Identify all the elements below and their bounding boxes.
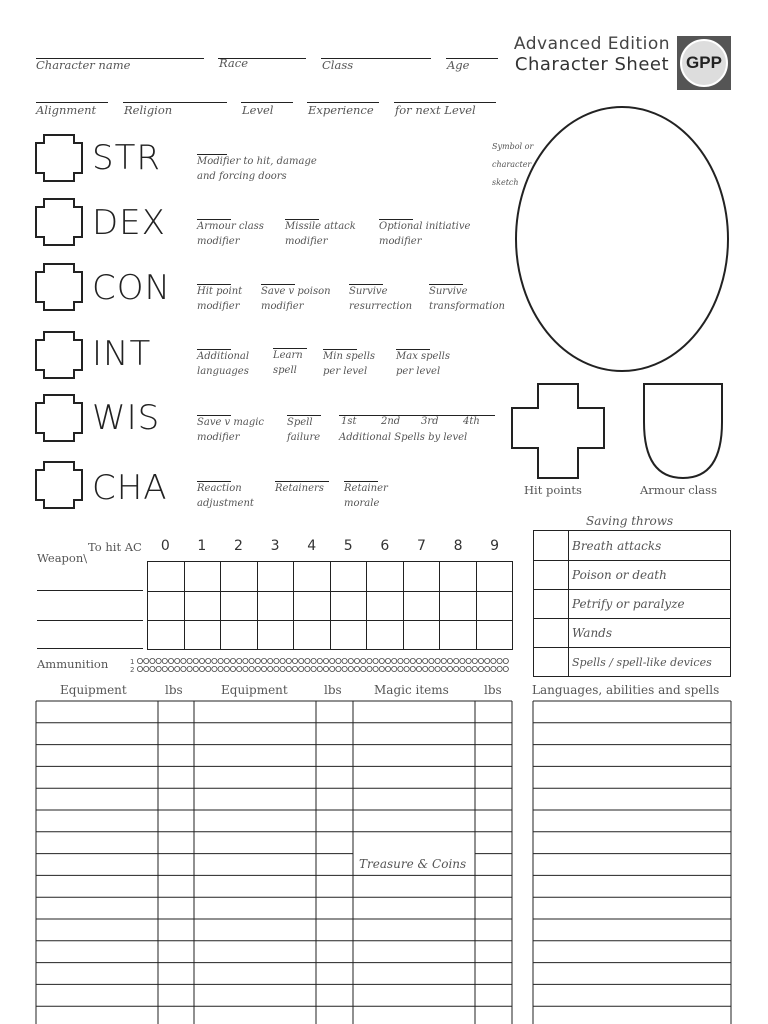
ammo-row-1: 1 xyxy=(130,658,135,666)
race-label: Race xyxy=(219,56,249,70)
con-poison-label: Save v poison modifier xyxy=(261,286,331,312)
int-learn-label: Learn spell xyxy=(273,350,303,376)
equipment-header-2: Equipment xyxy=(221,683,288,697)
con-box[interactable] xyxy=(36,264,82,310)
treasure-label: Treasure & Coins xyxy=(359,857,467,871)
languages-grid[interactable] xyxy=(532,700,733,1024)
ammo-row-numbers xyxy=(130,658,134,674)
weapon-name-line-2[interactable] xyxy=(37,620,143,621)
saving-throws-title: Saving throws xyxy=(586,514,674,528)
stat-wis: WIS xyxy=(92,398,161,438)
save-breath-label: Breath attacks xyxy=(569,531,731,561)
int-max-label: Max spells per level xyxy=(396,351,450,377)
ac-header-row xyxy=(147,538,513,558)
ac-9: 9 xyxy=(490,538,500,554)
str-modifier-label: Modifier to hit, damage and forcing doors xyxy=(197,156,317,182)
stat-str: STR xyxy=(92,138,161,178)
character-name-label: Character name xyxy=(36,58,131,72)
wis-save-label: Save v magic modifier xyxy=(197,417,265,443)
str-box[interactable] xyxy=(36,135,82,181)
equipment-header-1: Equipment xyxy=(60,683,127,697)
sheet-title xyxy=(512,34,672,75)
alignment-label: Alignment xyxy=(36,103,97,117)
hit-points-label: Hit points xyxy=(524,483,582,497)
save-petrify-label: Petrify or paralyze xyxy=(569,590,731,619)
save-wands-value[interactable] xyxy=(534,619,569,648)
cha-box[interactable] xyxy=(36,462,82,508)
wis-box[interactable] xyxy=(36,395,82,441)
save-wands-label: Wands xyxy=(569,619,731,648)
ac-4: 4 xyxy=(307,538,317,554)
dex-ac-label: Armour class modifier xyxy=(197,221,264,247)
ac-0: 0 xyxy=(160,538,170,554)
ac-7: 7 xyxy=(416,538,426,554)
wis-level-2: 2nd xyxy=(381,416,401,427)
armour-class-shield[interactable] xyxy=(642,382,726,482)
cha-reaction-label: Reaction adjustment xyxy=(197,483,254,509)
save-poison-value[interactable] xyxy=(534,561,569,590)
title-line-2: Character Sheet xyxy=(514,54,670,75)
save-breath-value[interactable] xyxy=(534,531,569,561)
title-line-1: Advanced Edition xyxy=(513,34,671,54)
age-label: Age xyxy=(447,58,470,72)
next-level-label: for next Level xyxy=(395,103,476,117)
stat-boxes xyxy=(30,130,95,520)
lbs-header-1: lbs xyxy=(165,683,183,697)
ac-8: 8 xyxy=(453,538,463,554)
save-petrify-value[interactable] xyxy=(534,590,569,619)
save-poison-label: Poison or death xyxy=(569,561,731,590)
religion-label: Religion xyxy=(124,103,173,117)
languages-header: Languages, abilities and spells xyxy=(532,683,720,697)
to-hit-ac-label: To hit AC xyxy=(88,540,142,554)
lbs-header-3: lbs xyxy=(484,683,502,697)
experience-label: Experience xyxy=(308,103,374,117)
weapon-name-line-3[interactable] xyxy=(37,648,143,649)
con-hp-label: Hit point modifier xyxy=(197,286,243,312)
to-hit-grid xyxy=(147,561,513,650)
ac-1: 1 xyxy=(197,538,207,554)
ac-2: 2 xyxy=(234,538,243,554)
saving-throws-table xyxy=(533,530,731,677)
stat-cha: CHA xyxy=(92,468,168,508)
con-trans-label: Survive transformation xyxy=(429,286,505,312)
cha-morale-label: Retainer morale xyxy=(344,483,388,509)
wis-fail-label: Spell failure xyxy=(287,417,321,443)
int-box[interactable] xyxy=(36,332,82,378)
con-res-label: Survive resurrection xyxy=(349,286,413,312)
gpp-logo-text: GPP xyxy=(686,53,722,72)
armour-class-label: Armour class xyxy=(640,483,717,497)
int-min-label: Min spells per level xyxy=(323,351,376,377)
ammunition-tracker[interactable] xyxy=(137,657,517,675)
level-label: Level xyxy=(242,103,274,117)
dex-init-label: Optional initiative modifier xyxy=(379,221,471,247)
dex-box[interactable] xyxy=(36,199,82,245)
int-lang-label: Additional languages xyxy=(197,351,250,377)
weapon-label: Weapon\ xyxy=(37,551,88,565)
stat-int: INT xyxy=(92,334,152,374)
dex-missile-label: Missile attack modifier xyxy=(285,221,356,247)
stat-dex: DEX xyxy=(92,203,166,243)
class-label: Class xyxy=(322,58,354,72)
wis-level-3: 3rd xyxy=(421,416,439,427)
lbs-header-2: lbs xyxy=(324,683,342,697)
ammo-row-2: 2 xyxy=(130,666,135,674)
gpp-logo xyxy=(677,36,731,90)
portrait-oval[interactable] xyxy=(514,104,734,376)
ac-3: 3 xyxy=(270,538,280,554)
save-spells-value[interactable] xyxy=(534,648,569,677)
magic-items-header: Magic items xyxy=(374,683,449,697)
ac-6: 6 xyxy=(380,538,390,554)
stat-con: CON xyxy=(92,268,171,308)
ammunition-label: Ammunition xyxy=(37,657,109,671)
weapon-name-line-1[interactable] xyxy=(37,590,143,591)
save-spells-label: Spells / spell-like devices xyxy=(569,648,731,677)
wis-level-4: 4th xyxy=(463,416,480,427)
wis-level-1: 1st xyxy=(341,416,357,427)
hit-points-box[interactable] xyxy=(510,382,610,482)
portrait-caption: Symbol or character sketch xyxy=(492,142,534,187)
cha-retainers-label: Retainers xyxy=(275,483,324,494)
wis-spells-caption: Additional Spells by level xyxy=(339,432,468,443)
ac-5: 5 xyxy=(343,538,353,554)
